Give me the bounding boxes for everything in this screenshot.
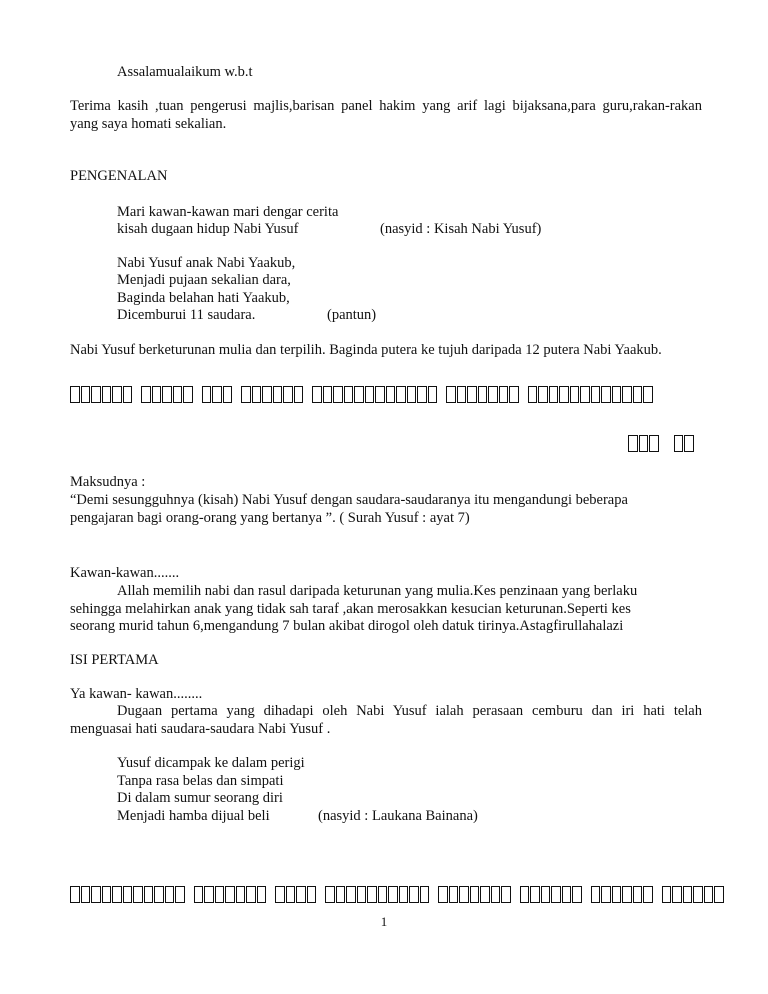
arabic-word (528, 386, 653, 403)
maksud-label: Maksudnya : (70, 474, 146, 490)
para1-line-1: Allah memilih nabi dan rasul daripada keturunan yang mulia.Kes penzinaan yang berlaku (117, 583, 638, 599)
arabic-word (446, 386, 519, 403)
section-heading-pengenalan: PENGENALAN (70, 168, 168, 184)
arabic-word (520, 886, 582, 903)
arabic-word (202, 386, 233, 403)
kawan-greeting-1: Kawan-kawan....... (70, 565, 180, 581)
arabic-word (325, 886, 429, 903)
arabic-word (70, 886, 185, 903)
arabic-word (241, 386, 303, 403)
nasyid2-tag: (nasyid : Laukana Bainana) (318, 808, 478, 824)
pantun-tag: (pantun) (327, 307, 377, 323)
para2-line-1: Dugaan pertama yang dihadapi oleh Nabi Yusuf ialah perasaan cemburu dan iri hati telah (117, 703, 702, 719)
pantun-line-3: Baginda belahan hati Yaakub, (117, 290, 290, 306)
arabic-word (438, 886, 511, 903)
arabic-word (141, 386, 193, 403)
arabic-word (628, 435, 659, 452)
pantun-line-1: Nabi Yusuf anak Nabi Yaakub, (117, 255, 296, 271)
nasyid1-tag: (nasyid : Kisah Nabi Yusuf) (380, 221, 542, 237)
para1-line-3: seorang murid tahun 6,mengandung 7 bulan akibat dirogol oleh datuk tirinya.Astagfirullahalazi (70, 618, 624, 634)
maksud-line-1: “Demi sesungguhnya (kisah) Nabi Yusuf dengan saudara-saudaranya itu mengandungi beberapa (70, 492, 628, 508)
page-number: 1 (380, 914, 388, 929)
maksud-line-2: pengajaran bagi orang-orang yang bertanya ”. ( Surah Yusuf : ayat 7) (70, 510, 470, 526)
arabic-word (70, 386, 132, 403)
nasyid1-line-1: Mari kawan-kawan mari dengar cerita (117, 204, 339, 220)
arabic-word (194, 886, 267, 903)
arabic-word (662, 886, 724, 903)
para1-line-2: sehingga melahirkan anak yang tidak sah taraf ,akan merosakkan kesucian keturunan.Seperti kes (70, 601, 631, 617)
arabic-verse-line-2 (628, 432, 694, 454)
opening-line-2: yang saya homati sekalian. (70, 116, 227, 132)
arabic-word (312, 386, 437, 403)
nasyid1-line-2: kisah dugaan hidup Nabi Yusuf (117, 221, 299, 237)
nasyid2-line-4: Menjadi hamba dijual beli (117, 808, 270, 824)
pantun-line-2: Menjadi pujaan sekalian dara, (117, 272, 291, 288)
opening-line-1: Terima kasih ,tuan pengerusi majlis,barisan panel hakim yang arif lagi bijaksana,para guru,rakan-rakan (70, 98, 702, 114)
nasyid2-line-1: Yusuf dicampak ke dalam perigi (117, 755, 305, 771)
arabic-verse-line-3 (70, 883, 724, 905)
greeting: Assalamualaikum w.b.t (117, 64, 253, 80)
section-heading-isi-pertama: ISI PERTAMA (70, 652, 159, 668)
nasyid2-line-3: Di dalam sumur seorang diri (117, 790, 283, 806)
arabic-word (674, 435, 694, 452)
kawan-greeting-2: Ya kawan- kawan........ (70, 686, 203, 702)
nasyid2-line-2: Tanpa rasa belas dan simpati (117, 773, 284, 789)
arabic-verse-line-1 (70, 383, 653, 405)
lineage-paragraph: Nabi Yusuf berketurunan mulia dan terpilih. Baginda putera ke tujuh daripada 12 putera Nabi Yaakub. (70, 342, 662, 358)
arabic-word (275, 886, 316, 903)
pantun-line-4: Dicemburui 11 saudara. (117, 307, 256, 323)
arabic-word (591, 886, 653, 903)
para2-line-2: menguasai hati saudara-saudara Nabi Yusuf . (70, 721, 331, 737)
